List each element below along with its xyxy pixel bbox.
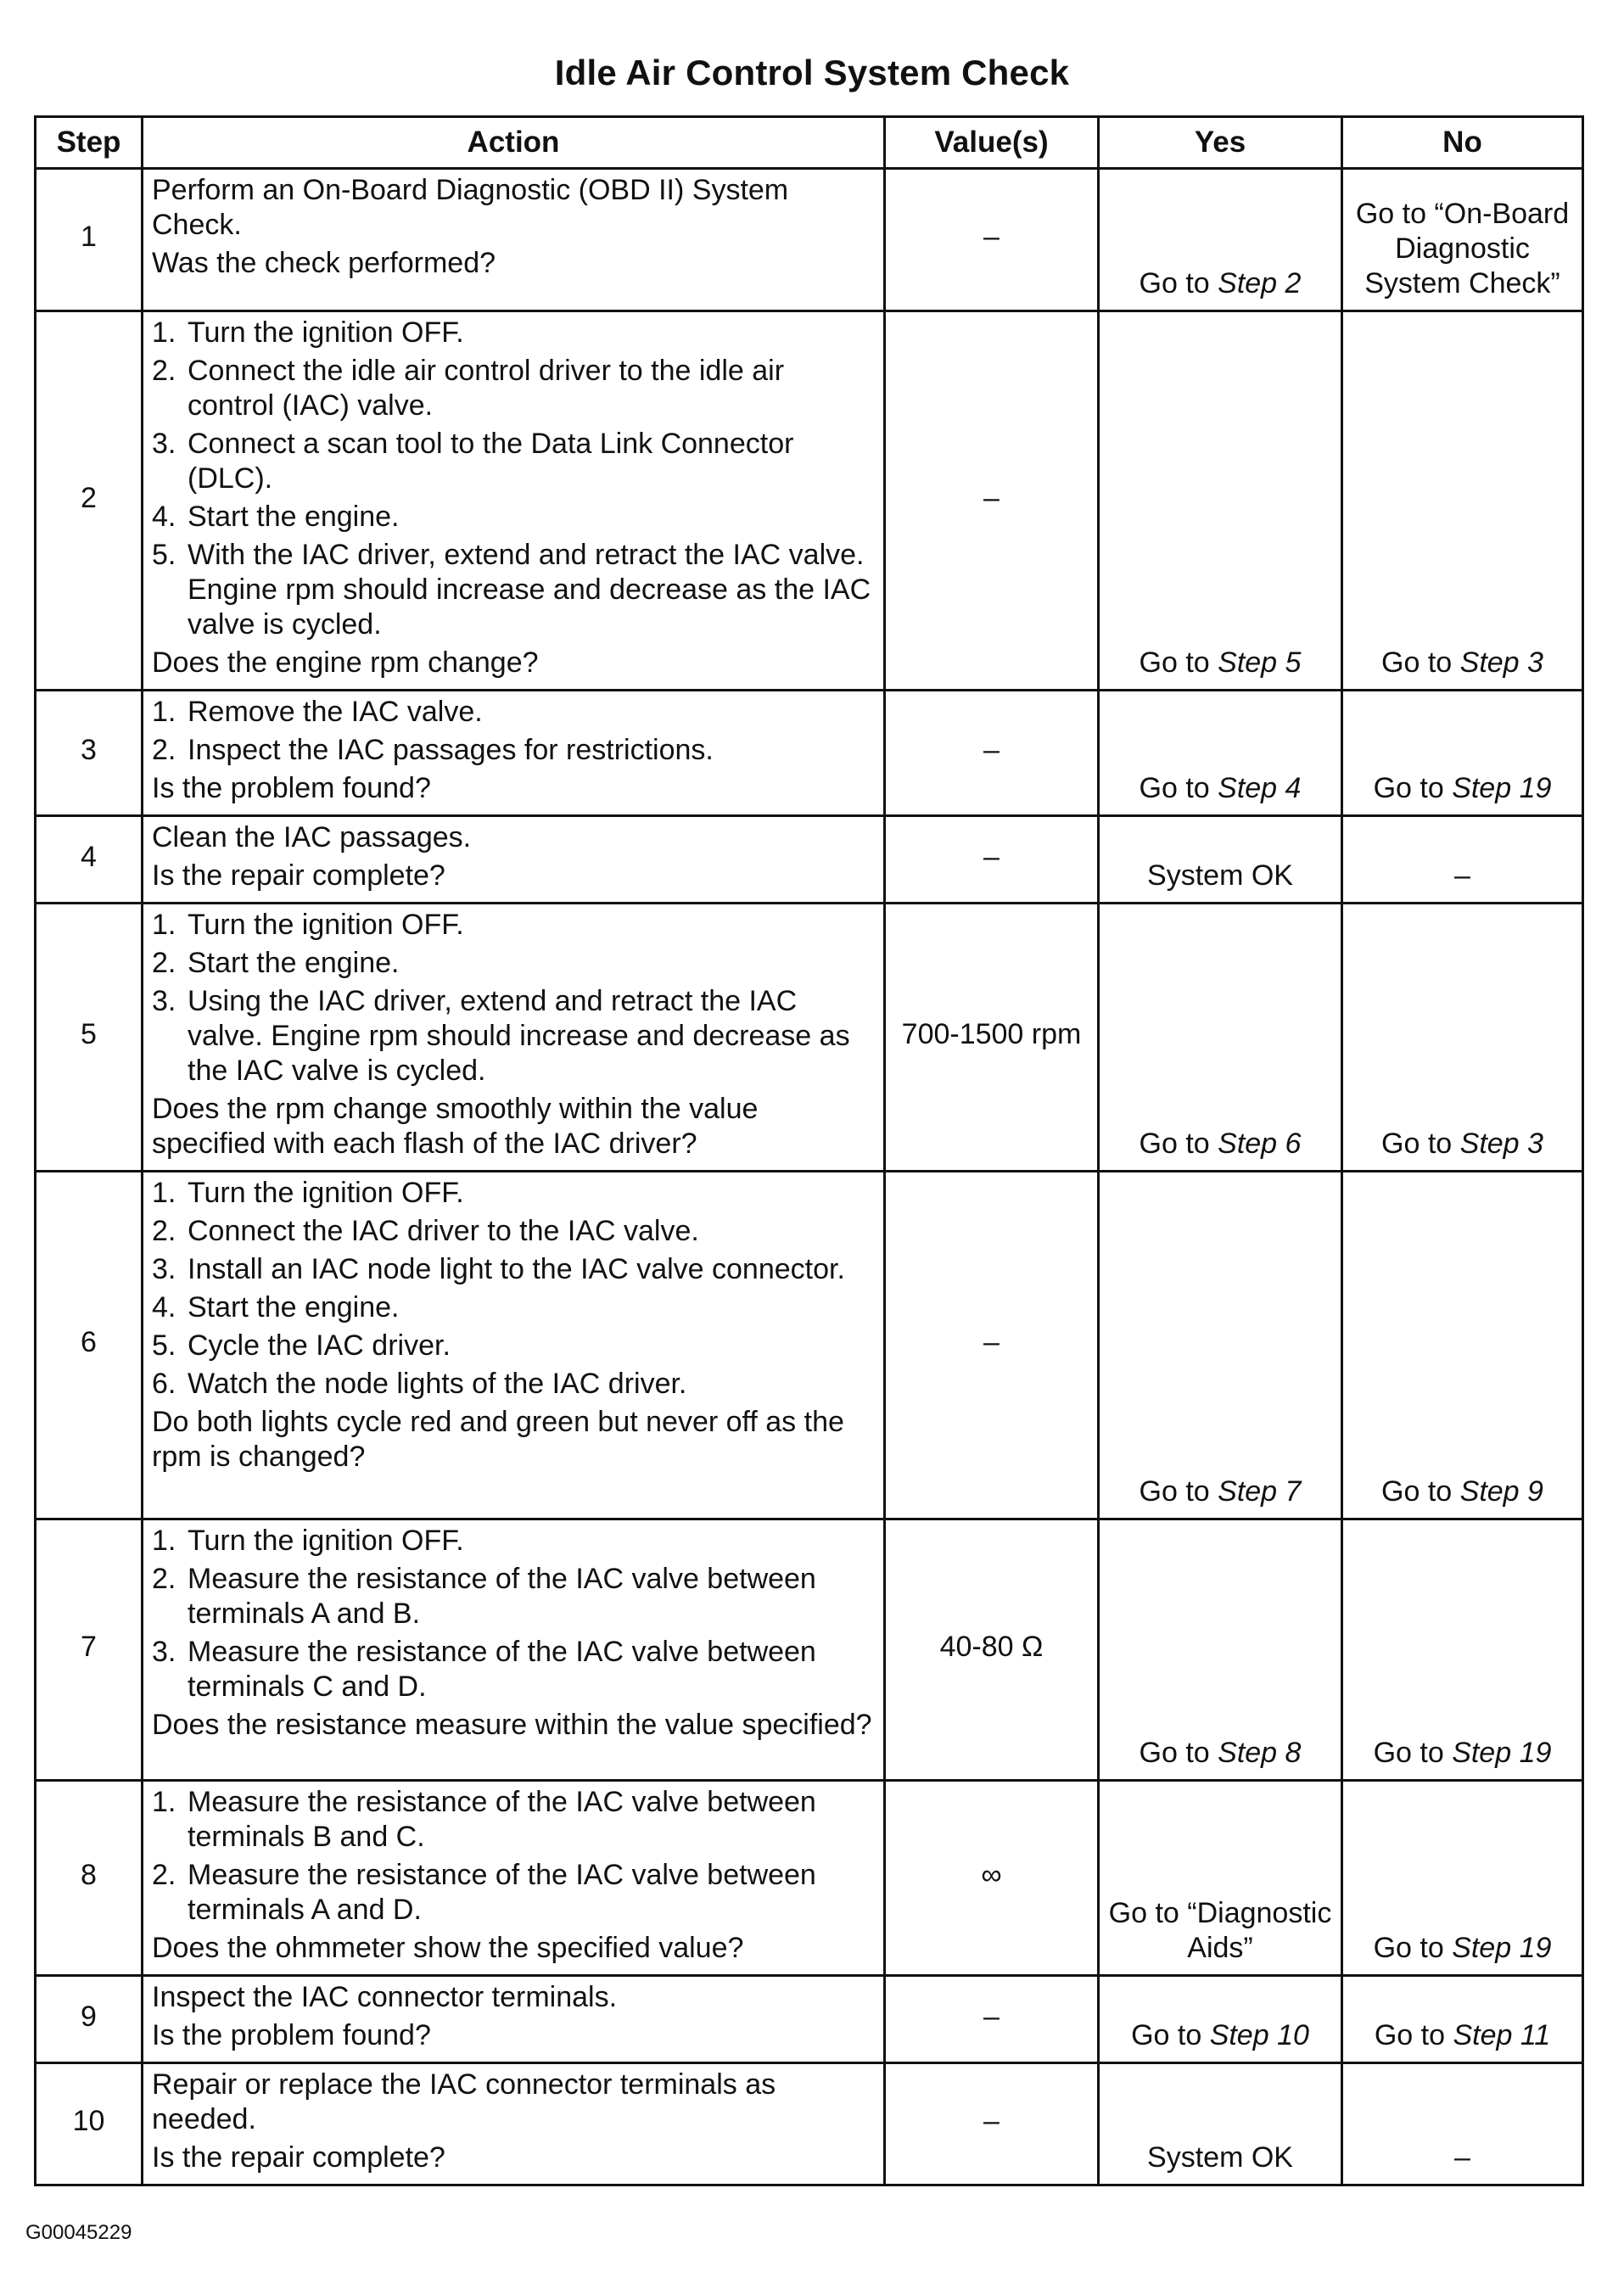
item-text: Turn the ignition OFF.: [188, 909, 464, 941]
action-list-item: [152, 1785, 875, 1855]
action-list-item: [152, 1524, 875, 1559]
item-number: 3.: [152, 1253, 176, 1285]
step-number: 4: [36, 816, 143, 904]
no-cell-goto: [1381, 1475, 1543, 1508]
goto-prefix: Go to: [1373, 1932, 1453, 1964]
item-text: Cycle the IAC driver.: [188, 1329, 451, 1362]
table-row: [36, 904, 1583, 1172]
action-list-item: [152, 316, 875, 350]
no-cell: [1342, 1519, 1583, 1781]
action-list-item: [152, 500, 875, 534]
no-cell: [1342, 1781, 1583, 1976]
page-title: Idle Air Control System Check: [554, 53, 1070, 92]
item-number: 2.: [152, 355, 176, 387]
action-question: Is the problem found?: [152, 2019, 431, 2051]
value-cell: –: [885, 311, 1099, 691]
item-text: Turn the ignition OFF.: [188, 1525, 464, 1557]
action-cell: [143, 1519, 885, 1781]
goto-step-ref: Step 4: [1218, 772, 1302, 804]
action-list-item: [152, 984, 875, 1088]
item-text: Connect the idle air control driver to the idle air control (IAC) valve.: [188, 355, 785, 422]
item-number: 4.: [152, 1291, 176, 1323]
header-yes: Yes: [1099, 117, 1342, 169]
goto-step-ref: Step 11: [1453, 2019, 1551, 2051]
action-list-item: [152, 695, 875, 730]
table-row: [36, 1976, 1583, 2063]
action-question: Does the resistance measure within the value specified?: [152, 1709, 872, 1741]
no-cell-goto: [1374, 1932, 1552, 1964]
table-row: [36, 1519, 1583, 1781]
action-list-item: [152, 1367, 875, 1402]
goto-step-ref: Step 5: [1218, 646, 1302, 679]
item-text: Start the engine.: [188, 1291, 400, 1323]
item-text: Turn the ignition OFF.: [188, 1177, 464, 1209]
value-cell: –: [885, 691, 1099, 816]
goto-step-ref: Step 10: [1209, 2019, 1309, 2051]
yes-cell: [1099, 816, 1342, 904]
action-question: Does the engine rpm change?: [152, 646, 539, 679]
item-number: 2.: [152, 734, 176, 766]
action-question: Was the check performed?: [152, 247, 496, 279]
item-text: Remove the IAC valve.: [188, 696, 483, 728]
value-cell: ∞: [885, 1781, 1099, 1976]
item-text: Using the IAC driver, extend and retract the IAC valve. Engine rpm should increase and decrease as the IAC valve is cycled.: [188, 985, 850, 1087]
action-list-item: [152, 946, 875, 981]
item-text: Install an IAC node light to the IAC valve connector.: [188, 1253, 845, 1285]
value-cell: –: [885, 2063, 1099, 2185]
yes-cell-goto: [1140, 1475, 1302, 1508]
yes-cell: [1099, 1519, 1342, 1781]
action-list: [152, 695, 875, 768]
yes-cell-text: Go to “Diagnostic Aids”: [1108, 1897, 1332, 1964]
action-cell: [143, 691, 885, 816]
no-cell: [1342, 904, 1583, 1172]
no-cell-goto: [1381, 1128, 1543, 1160]
action-list-item: [152, 1252, 875, 1287]
step-number: 3: [36, 691, 143, 816]
goto-prefix: Go to: [1139, 646, 1218, 679]
no-cell-text: –: [1454, 859, 1470, 892]
no-cell: [1342, 691, 1583, 816]
goto-prefix: Go to: [1131, 2019, 1210, 2051]
action-text: Repair or replace the IAC connector terminals as needed.: [152, 2068, 776, 2135]
no-cell: [1342, 311, 1583, 691]
item-text: Start the engine.: [188, 501, 400, 533]
action-list-item: [152, 1635, 875, 1704]
action-question: Is the problem found?: [152, 772, 431, 804]
goto-prefix: Go to: [1374, 2019, 1453, 2051]
table-row: [36, 1781, 1583, 1976]
step-number: 6: [36, 1172, 143, 1519]
action-list: [152, 1524, 875, 1704]
item-text: Measure the resistance of the IAC valve between terminals B and C.: [188, 1786, 816, 1853]
value-cell: –: [885, 1172, 1099, 1519]
goto-prefix: Go to: [1139, 267, 1218, 299]
step-number: 7: [36, 1519, 143, 1781]
action-cell: [143, 169, 885, 311]
item-number: 2.: [152, 1563, 176, 1595]
item-number: 1.: [152, 316, 176, 349]
action-list: [152, 316, 875, 642]
action-list: [152, 1785, 875, 1928]
step-number: 10: [36, 2063, 143, 2185]
table-header-row: [36, 117, 1583, 169]
item-text: Turn the ignition OFF.: [188, 316, 464, 349]
action-list-item: [152, 1176, 875, 1211]
item-number: 5.: [152, 539, 176, 571]
goto-prefix: Go to: [1381, 1475, 1460, 1508]
action-list-item: [152, 1214, 875, 1249]
table-row: [36, 311, 1583, 691]
no-cell-goto: [1381, 646, 1543, 679]
no-cell: [1342, 1976, 1583, 2063]
item-text: Connect the IAC driver to the IAC valve.: [188, 1215, 699, 1247]
item-number: 3.: [152, 985, 176, 1017]
action-list-item: [152, 427, 875, 496]
value-cell: –: [885, 1976, 1099, 2063]
step-number: 8: [36, 1781, 143, 1976]
item-text: Start the engine.: [188, 947, 400, 979]
action-list-item: [152, 538, 875, 642]
no-cell-goto: [1374, 1737, 1552, 1769]
action-list-item: [152, 1562, 875, 1631]
action-cell: [143, 1172, 885, 1519]
header-step: Step: [36, 117, 143, 169]
goto-step-ref: Step 3: [1459, 646, 1543, 679]
yes-cell-goto: [1140, 646, 1302, 679]
action-list-item: [152, 1858, 875, 1928]
item-text: With the IAC driver, extend and retract the IAC valve. Engine rpm should increase and decrease as the IAC valve is cycled.: [188, 539, 871, 641]
action-text: Inspect the IAC connector terminals.: [152, 1981, 618, 2013]
goto-step-ref: Step 6: [1218, 1128, 1302, 1160]
action-cell: [143, 904, 885, 1172]
goto-prefix: Go to: [1139, 1737, 1218, 1769]
item-number: 2.: [152, 947, 176, 979]
goto-prefix: Go to: [1381, 646, 1460, 679]
item-number: 1.: [152, 909, 176, 941]
goto-step-ref: Step 7: [1218, 1475, 1302, 1508]
step-number: 5: [36, 904, 143, 1172]
table-body: [36, 169, 1583, 2185]
step-number: 9: [36, 1976, 143, 2063]
action-cell: [143, 311, 885, 691]
no-cell: [1342, 2063, 1583, 2185]
yes-cell: [1099, 904, 1342, 1172]
item-number: 3.: [152, 428, 176, 460]
value-cell: 40-80 Ω: [885, 1519, 1099, 1781]
yes-cell: [1099, 2063, 1342, 2185]
action-list-item: [152, 1329, 875, 1363]
no-cell: [1342, 169, 1583, 311]
table-row: [36, 1172, 1583, 1519]
goto-prefix: Go to: [1381, 1128, 1460, 1160]
header-no: No: [1342, 117, 1583, 169]
action-list: [152, 908, 875, 1088]
goto-step-ref: Step 9: [1459, 1475, 1543, 1508]
action-cell: [143, 1976, 885, 2063]
action-question: Does the ohmmeter show the specified value?: [152, 1932, 744, 1964]
action-list-item: [152, 354, 875, 423]
item-text: Measure the resistance of the IAC valve between terminals A and D.: [188, 1859, 816, 1926]
no-cell-goto: [1374, 772, 1552, 804]
goto-step-ref: Step 3: [1459, 1128, 1543, 1160]
action-cell: [143, 816, 885, 904]
item-text: Measure the resistance of the IAC valve between terminals C and D.: [188, 1636, 816, 1703]
value-cell: –: [885, 816, 1099, 904]
goto-step-ref: Step 19: [1452, 772, 1552, 804]
item-number: 5.: [152, 1329, 176, 1362]
action-list-item: [152, 733, 875, 768]
goto-step-ref: Step 19: [1452, 1737, 1552, 1769]
value-cell: –: [885, 169, 1099, 311]
item-number: 1.: [152, 696, 176, 728]
diagnostic-table: [34, 115, 1584, 2186]
item-text: Inspect the IAC passages for restrictions.: [188, 734, 714, 766]
item-text: Connect a scan tool to the Data Link Connector (DLC).: [188, 428, 794, 495]
action-question: Does the rpm change smoothly within the value specified with each flash of the IAC driver?: [152, 1093, 759, 1160]
item-text: Measure the resistance of the IAC valve between terminals A and B.: [188, 1563, 816, 1630]
step-number: 1: [36, 169, 143, 311]
item-number: 3.: [152, 1636, 176, 1668]
header-action: Action: [143, 117, 885, 169]
yes-cell: [1099, 1172, 1342, 1519]
action-question: Do both lights cycle red and green but never off as the rpm is changed?: [152, 1406, 844, 1473]
goto-prefix: Go to: [1139, 1128, 1218, 1160]
goto-prefix: Go to: [1373, 772, 1453, 804]
yes-cell-text: System OK: [1147, 2141, 1293, 2174]
no-cell-text: Go to “On-Board Diagnostic System Check”: [1355, 198, 1570, 299]
item-number: 4.: [152, 501, 176, 533]
item-number: 1.: [152, 1177, 176, 1209]
yes-cell-goto: [1140, 267, 1302, 299]
yes-cell-goto: [1140, 772, 1302, 804]
table-row: [36, 691, 1583, 816]
yes-cell-goto: [1131, 2019, 1309, 2051]
value-cell: 700-1500 rpm: [885, 904, 1099, 1172]
header-values: Value(s): [885, 117, 1099, 169]
step-number: 2: [36, 311, 143, 691]
item-text: Watch the node lights of the IAC driver.: [188, 1368, 687, 1400]
goto-step-ref: Step 8: [1218, 1737, 1302, 1769]
action-text: Perform an On-Board Diagnostic (OBD II) System Check.: [152, 174, 789, 241]
action-cell: [143, 1781, 885, 1976]
yes-cell: [1099, 1781, 1342, 1976]
action-question: Is the repair complete?: [152, 2141, 445, 2174]
table-row: [36, 169, 1583, 311]
goto-prefix: Go to: [1139, 772, 1218, 804]
yes-cell: [1099, 311, 1342, 691]
table-row: [36, 816, 1583, 904]
action-text: Clean the IAC passages.: [152, 821, 472, 853]
goto-prefix: Go to: [1373, 1737, 1453, 1769]
goto-prefix: Go to: [1139, 1475, 1218, 1508]
goto-step-ref: Step 2: [1218, 267, 1302, 299]
action-cell: [143, 2063, 885, 2185]
yes-cell-goto: [1140, 1737, 1302, 1769]
no-cell: [1342, 816, 1583, 904]
action-list-item: [152, 1290, 875, 1325]
table-row: [36, 2063, 1583, 2185]
no-cell-text: –: [1454, 2141, 1470, 2174]
no-cell: [1342, 1172, 1583, 1519]
item-number: 2.: [152, 1859, 176, 1891]
goto-step-ref: Step 19: [1452, 1932, 1552, 1964]
item-number: 1.: [152, 1525, 176, 1557]
item-number: 6.: [152, 1368, 176, 1400]
yes-cell-goto: [1140, 1128, 1302, 1160]
action-question: Is the repair complete?: [152, 859, 445, 892]
item-number: 1.: [152, 1786, 176, 1818]
yes-cell: [1099, 1976, 1342, 2063]
no-cell-goto: [1375, 2019, 1550, 2051]
yes-cell: [1099, 691, 1342, 816]
item-number: 2.: [152, 1215, 176, 1247]
action-list-item: [152, 908, 875, 943]
yes-cell-text: System OK: [1147, 859, 1293, 892]
action-list: [152, 1176, 875, 1402]
yes-cell: [1099, 169, 1342, 311]
figure-code: G00045229: [25, 2221, 132, 2244]
